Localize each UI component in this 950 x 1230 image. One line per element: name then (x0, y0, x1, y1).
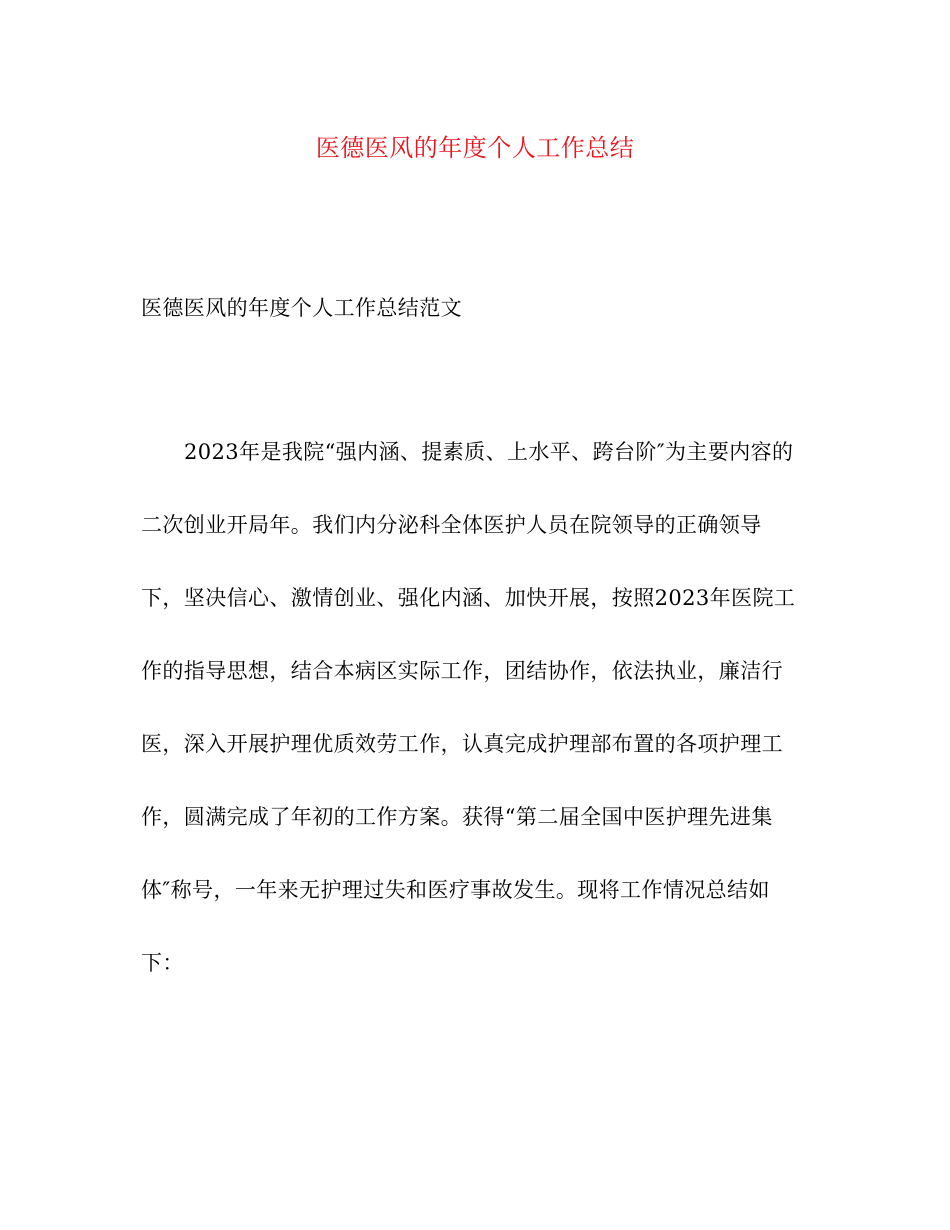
paragraph-line: 作的指导思想，结合本病区实际工作，团结协作，依法执业，廉洁行 (141, 659, 783, 683)
document-title: 医德医风的年度个人工作总结 (315, 134, 635, 162)
paragraph-line: 作，圆满完成了年初的工作方案。获得“第二届全国中医护理先进集 (141, 805, 773, 829)
paragraph-line: 医，深入开展护理优质效劳工作，认真完成护理部布置的各项护理工 (141, 732, 783, 756)
paragraph-line: 2023年是我院“强内涵、提素质、上水平、跨台阶″为主要内容的 (184, 440, 794, 464)
document-subtitle: 医德医风的年度个人工作总结范文 (141, 296, 462, 320)
paragraph-line: 下： (141, 951, 184, 975)
paragraph-line: 二次创业开局年。我们内分泌科全体医护人员在院领导的正确领导 (141, 513, 762, 537)
paragraph-line: 下，坚决信心、激情创业、强化内涵、加快开展，按照2023年医院工 (141, 586, 796, 610)
paragraph-line: 体″称号，一年来无护理过失和医疗事故发生。现将工作情况总结如 (141, 878, 770, 902)
